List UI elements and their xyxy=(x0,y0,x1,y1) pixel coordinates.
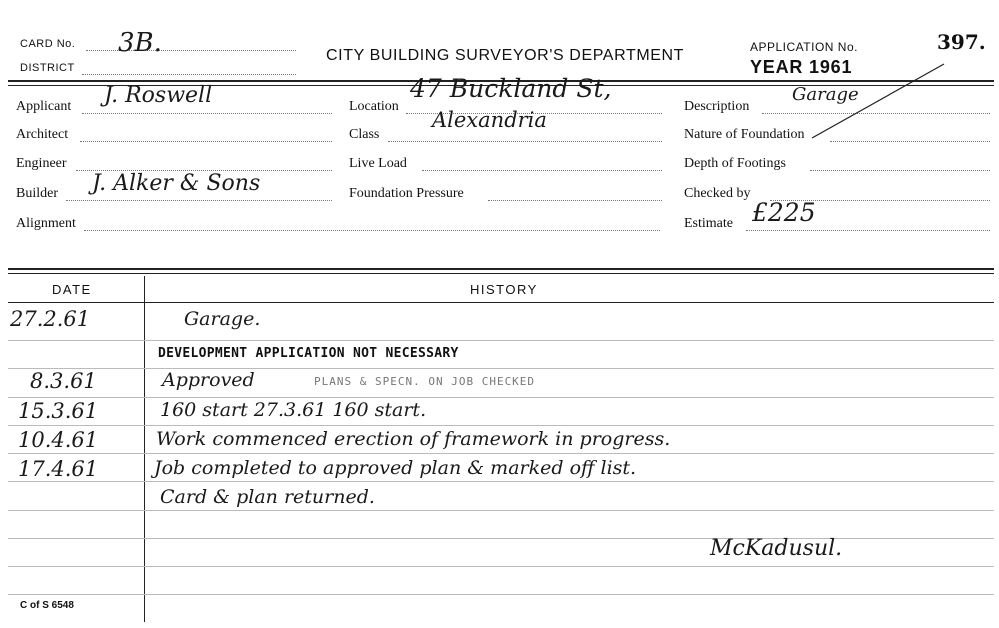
description-value: Garage xyxy=(792,84,859,105)
history-rule-top xyxy=(8,268,994,270)
class-label: Class xyxy=(349,127,380,142)
card-no-value: 3B. xyxy=(118,28,162,58)
development-stamp: DEVELOPMENT APPLICATION NOT NECESSARY xyxy=(158,346,459,361)
estimate-label: Estimate xyxy=(684,216,733,231)
card-no-label: CARD No. xyxy=(20,38,76,50)
history-header-rule xyxy=(8,302,994,303)
date-column-divider xyxy=(144,276,145,622)
history-row-rule xyxy=(8,453,994,454)
year-label: YEAR 1961 xyxy=(750,57,853,77)
history-row-rule xyxy=(8,425,994,426)
applicant-value: J. Roswell xyxy=(104,83,213,108)
builder-value: J. Alker & Sons xyxy=(92,171,261,196)
nature-of-foundation-label: Nature of Foundation xyxy=(684,127,805,142)
location-label: Location xyxy=(349,99,399,114)
architect-label: Architect xyxy=(16,127,69,142)
form-code: C of S 6548 xyxy=(20,600,74,611)
history-row-rule xyxy=(8,510,994,511)
estimate-value: £225 xyxy=(752,198,816,227)
district-label: DISTRICT xyxy=(20,62,75,74)
history-row-rule xyxy=(8,397,994,398)
history-entry: Garage. xyxy=(184,308,261,330)
builder-label: Builder xyxy=(16,186,58,201)
checked-by-label: Checked by xyxy=(684,186,751,201)
history-row-rule xyxy=(8,594,994,595)
applicant-label: Applicant xyxy=(16,99,72,114)
department-title: CITY BUILDING SURVEYOR'S DEPARTMENT xyxy=(326,47,685,64)
history-row-rule xyxy=(8,538,994,539)
history-row-rule xyxy=(8,481,994,482)
history-column-header: HISTORY xyxy=(470,282,538,297)
application-number: 397. xyxy=(937,30,986,54)
history-date: 27.2.61 xyxy=(10,307,91,331)
history-entry: Card & plan returned. xyxy=(160,486,375,508)
date-column-header: DATE xyxy=(52,282,92,297)
history-date: 8.3.61 xyxy=(30,369,97,393)
foundation-pressure-label: Foundation Pressure xyxy=(349,186,464,201)
history-date: 15.3.61 xyxy=(18,399,99,423)
application-label: APPLICATION No. xyxy=(750,40,858,54)
location-value-line2: Alexandria xyxy=(432,108,547,132)
history-date: 10.4.61 xyxy=(18,428,99,452)
history-entry: Approved xyxy=(162,369,255,391)
history-entry: Work commenced erection of framework in progress. xyxy=(156,428,671,450)
history-row-rule xyxy=(8,340,994,341)
history-row-rule xyxy=(8,566,994,567)
engineer-label: Engineer xyxy=(16,156,67,171)
description-label: Description xyxy=(684,99,750,114)
history-row-rule xyxy=(8,368,994,369)
plans-checked-stamp: PLANS & SPECN. ON JOB CHECKED xyxy=(314,375,536,388)
history-entry: 160 start 27.3.61 160 start. xyxy=(160,399,427,421)
live-load-label: Live Load xyxy=(349,156,407,171)
history-entry: Job completed to approved plan & marked off list. xyxy=(154,457,637,479)
depth-of-footings-label: Depth of Footings xyxy=(684,156,786,171)
history-rule-second xyxy=(8,273,994,274)
signature: McKadusul. xyxy=(710,536,843,561)
history-date: 17.4.61 xyxy=(18,457,99,481)
location-value: 47 Buckland St, xyxy=(410,74,612,103)
alignment-label: Alignment xyxy=(16,216,76,231)
